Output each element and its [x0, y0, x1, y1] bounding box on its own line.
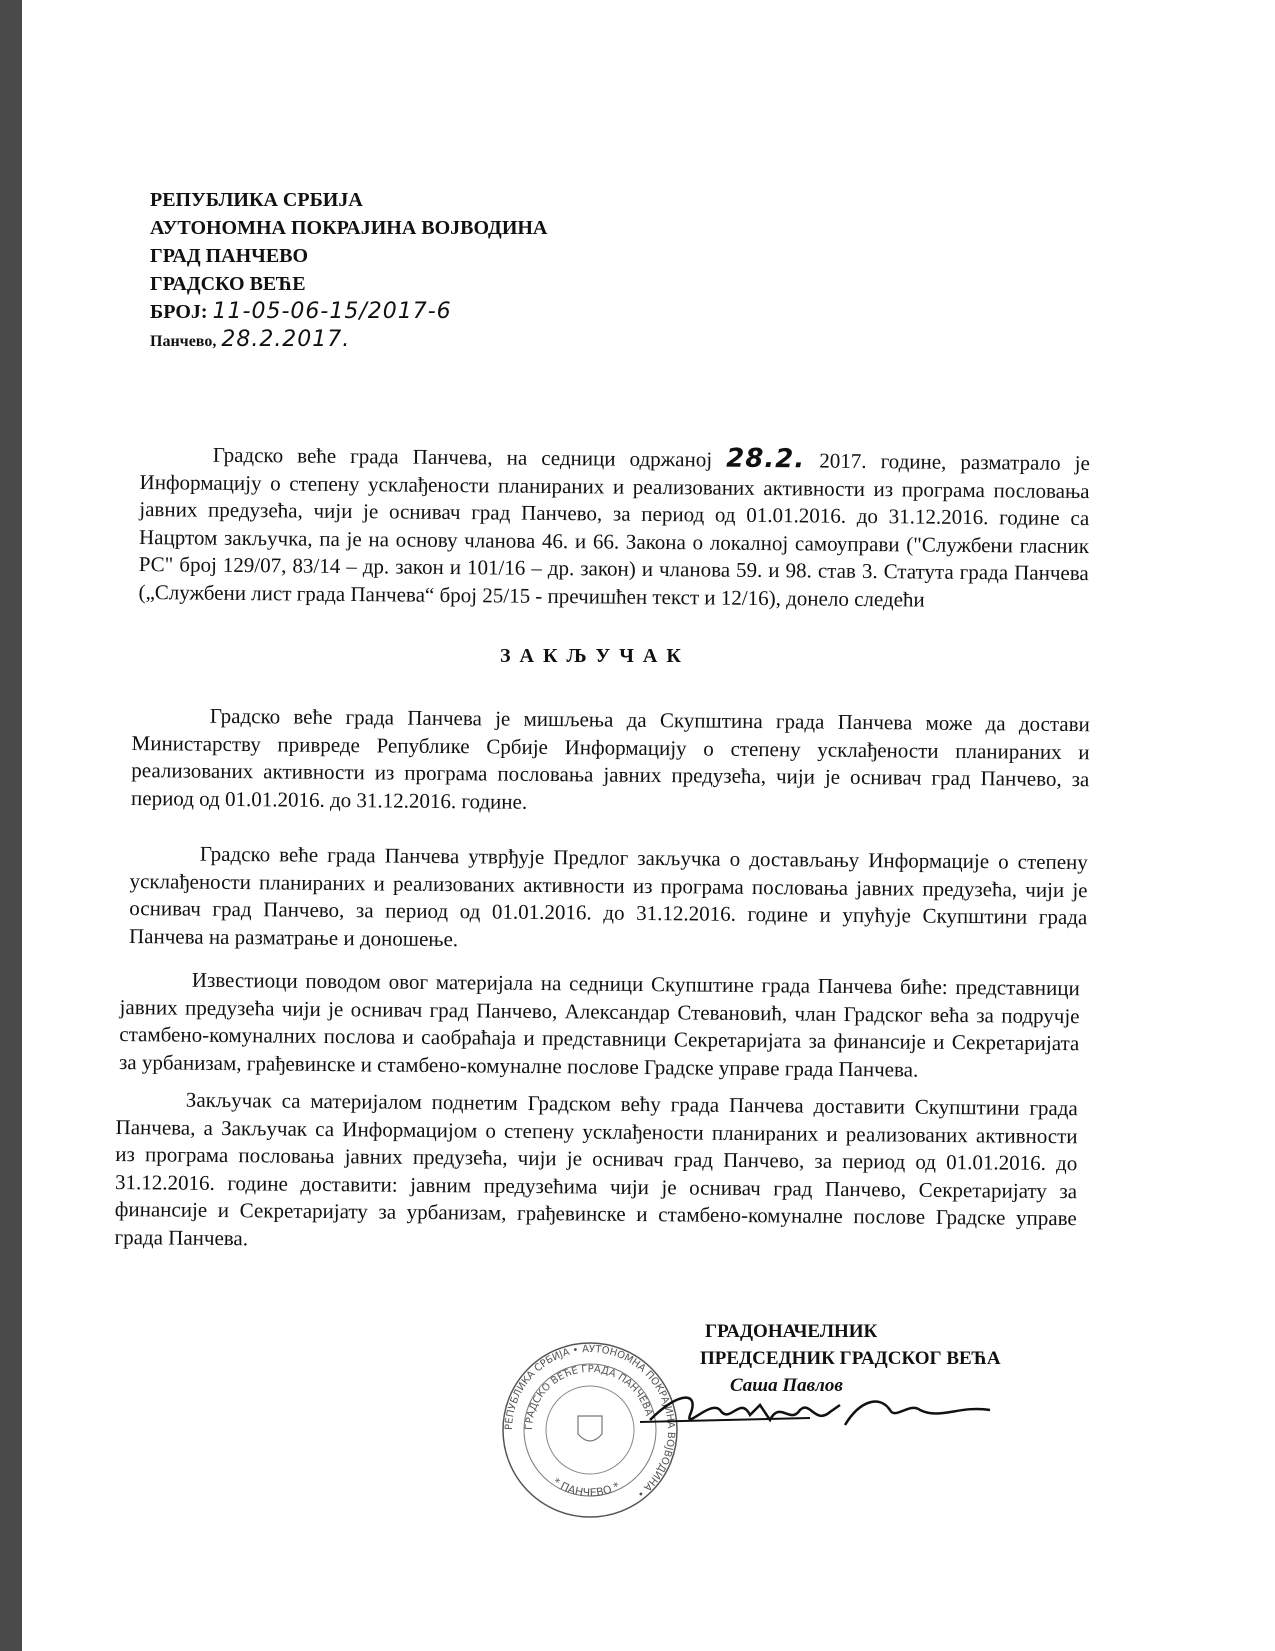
paragraph-line: јавних предузећа, чији је оснивач град Панчево, за период од 01.01.2016. до 31.12.2016. године са	[139, 497, 1090, 531]
svg-text:ГРАДСКО ВЕЋЕ ГРАДА ПАНЧЕВА: ГРАДСКО ВЕЋЕ ГРАДА ПАНЧЕВА	[523, 1363, 655, 1431]
signatory-name: Саша Павлов	[730, 1375, 843, 1396]
document-number	[150, 298, 547, 326]
svg-text:РЕПУБЛИКА СРБИЈА • АУТОНОМНА П: РЕПУБЛИКА СРБИЈА • АУТОНОМНА ПОКРАЈИНА ВОЈВОДИНА •	[503, 1343, 677, 1500]
document-header	[150, 186, 547, 356]
paragraph-line: период од 01.01.2016. до 31.12.2016. године.	[130, 785, 528, 814]
paragraph-4	[114, 1086, 1078, 1261]
paragraph-3	[119, 966, 1080, 1086]
session-date-handwritten: 28.2.	[726, 443, 806, 475]
document-date	[150, 326, 547, 356]
paragraph-line: РС" број 129/07, 83/14 – др. закон и 101/16 – др. закон) и чланова 59. и 98. став 3. Статута града Панчева	[138, 552, 1089, 586]
paragraph-line: („Службени лист града Панчева“ број 25/15 - пречишћен текст и 12/16), донело следећи	[138, 579, 925, 612]
paragraph-line: јавних предузећа чији је оснивач град Панчево, Александар Стевановић, члан Градског већа за подручје	[119, 994, 1080, 1028]
paragraph-line: Информацију о степену усклађености планираних и реализованих активности из програма пословања	[139, 469, 1090, 503]
document-title: ЗАКЉУЧАК	[500, 645, 690, 667]
paragraph-line: Министарству привреде Републике Србије Информацију о степену усклађености планираних и	[131, 730, 1090, 764]
place-label: Панчево,	[150, 333, 217, 350]
header-line: РЕПУБЛИКА СРБИЈА	[150, 189, 363, 211]
paragraph-line: Градско веће града Панчева је мишљења да Скупштина града Панчева може да достави	[209, 703, 1090, 737]
line-text: 2017. године, разматрало је	[819, 448, 1090, 476]
paragraph-line: Нацртом закључка, па је на основу чланова 46. и 66. Закона о локалној самоуправи ("Службени гласник	[138, 524, 1090, 558]
paragraph-line: стамбено-комуналних послова и саобраћаја и представници Секретаријата за финансије и Секретаријата	[119, 1022, 1080, 1056]
paragraph-line: града Панчева.	[114, 1224, 249, 1251]
paragraph-line: финансије и Секретаријату за урбанизам, грађевинске и стамбено-комуналне послове Градске управе	[114, 1197, 1077, 1231]
intro-paragraph	[138, 440, 1090, 616]
page-edge	[1192, 0, 1275, 1651]
paragraph-line: 31.12.2016. године доставити: јавним предузећима чији је оснивач град Панчево, Секретаријату за	[114, 1169, 1078, 1204]
paragraph-line: Закључак са материјалом поднетим Градском већу града Панчева доставити Скупштини града	[185, 1087, 1078, 1121]
svg-text:* ПАНЧЕВО *: * ПАНЧЕВО *	[550, 1475, 623, 1500]
signatory-title: ПРЕДСЕДНИК ГРАДСКОГ ВЕЋА	[700, 1348, 1001, 1369]
paragraph-2	[129, 840, 1088, 960]
line-text: Градско веће града Панчева, на седници одржаној	[212, 442, 713, 472]
paragraph-line: оснивач град Панчево, за период од 01.01.2016. до 31.12.2016. године и упућује Скупштини града	[129, 896, 1088, 930]
paragraph-1	[131, 702, 1090, 822]
paragraph-line: за урбанизам, грађевинске и стамбено-комуналне послове Градске управе града Панчева.	[118, 1049, 919, 1082]
number-value-handwritten: 11-05-06-15/2017-6	[212, 299, 452, 324]
number-label: БРОЈ:	[150, 301, 208, 323]
signatory-title: ГРАДОНАЧЕЛНИК	[705, 1321, 878, 1342]
paragraph-line: из програма пословања јавних предузећа, чији је оснивач град Панчево, за период од 01.01.2016. до	[115, 1142, 1078, 1176]
header-line: ГРАДСКО ВЕЋЕ	[150, 273, 306, 295]
paragraph-line: Известиоци поводом овог материјала на седници Скупштине града Панчева биће: представници	[191, 967, 1080, 1001]
paragraph-line: Панчева на разматрање и доношење.	[128, 923, 459, 951]
paragraph-line: усклађености планираних и реализованих активности из програма пословања јавних предузећа, чији је	[129, 868, 1088, 902]
date-handwritten: 28.2.2017.	[221, 327, 351, 352]
paragraph-line: реализованих активности из програма пословања јавних предузећа, чији је оснивач град Панчево, за	[131, 758, 1090, 792]
header-line: ГРАД ПАНЧЕВО	[150, 245, 309, 267]
handwritten-signature	[640, 1380, 1000, 1455]
header-line: АУТОНОМНА ПОКРАЈИНА ВОЈВОДИНА	[150, 217, 548, 239]
paragraph-line: Градско веће града Панчева утврђује Предлог закључка о достављању Информације о степену	[199, 841, 1088, 875]
paragraph-line: Панчева, а Закључак са Информацијом о степену усклађености планираних и реализованих активности	[115, 1114, 1078, 1148]
